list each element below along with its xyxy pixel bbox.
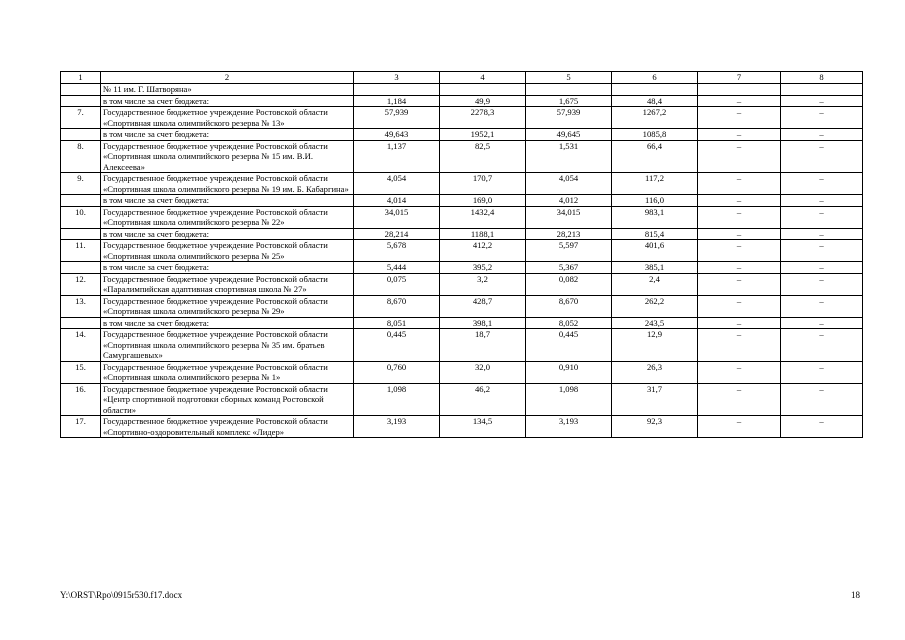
institution-name: Государственное бюджетное учреждение Ростовской области «Спортивная школа олимпийского резерва № 25»	[101, 240, 354, 262]
value-col-3: 0,760	[354, 361, 440, 383]
value-col-6: 243,5	[612, 317, 698, 329]
value-col-3: 3,193	[354, 416, 440, 438]
row-number: 10.	[61, 206, 101, 228]
table-row	[61, 195, 863, 207]
value-col-3: 8,670	[354, 295, 440, 317]
value-col-4: 398,1	[440, 317, 526, 329]
value-col-6: 116,0	[612, 195, 698, 207]
row-number: 9.	[61, 173, 101, 195]
value-col-4: 1952,1	[440, 129, 526, 141]
value-col-7: –	[698, 262, 781, 274]
value-col-6: 12,9	[612, 329, 698, 362]
value-col-3: 5,444	[354, 262, 440, 274]
value-col-6: 92,3	[612, 416, 698, 438]
value-col-4: 170,7	[440, 173, 526, 195]
row-number	[61, 317, 101, 329]
value-col-5: 8,052	[526, 317, 612, 329]
value-col-7: –	[698, 206, 781, 228]
value-col-4: 46,2	[440, 383, 526, 416]
value-col-7: –	[698, 173, 781, 195]
value-col-4: 395,2	[440, 262, 526, 274]
value-col-8: –	[781, 228, 863, 240]
value-col-6: 262,2	[612, 295, 698, 317]
institution-name: Государственное бюджетное учреждение Ростовской области «Спортивная школа олимпийского резерва № 15 им. В.И. Алексеева»	[101, 140, 354, 173]
value-col-7: –	[698, 416, 781, 438]
table-row	[61, 140, 863, 173]
row-number: 7.	[61, 107, 101, 129]
value-col-5: 3,193	[526, 416, 612, 438]
value-col-3: 0,445	[354, 329, 440, 362]
value-col-3: 1,184	[354, 95, 440, 107]
row-number: 11.	[61, 240, 101, 262]
value-col-6: 385,1	[612, 262, 698, 274]
value-col-4: 134,5	[440, 416, 526, 438]
row-number: 12.	[61, 273, 101, 295]
value-col-4: 49,9	[440, 95, 526, 107]
value-col-3: 5,678	[354, 240, 440, 262]
value-col-6: 815,4	[612, 228, 698, 240]
table-row	[61, 295, 863, 317]
value-col-5: 1,531	[526, 140, 612, 173]
column-header: 5	[526, 72, 612, 84]
value-col-6: 26,3	[612, 361, 698, 383]
value-col-6	[612, 84, 698, 96]
value-col-6: 117,2	[612, 173, 698, 195]
row-number	[61, 262, 101, 274]
table-row	[61, 361, 863, 383]
value-col-8: –	[781, 173, 863, 195]
value-col-5: 8,670	[526, 295, 612, 317]
value-col-5: 0,910	[526, 361, 612, 383]
institution-name: в том числе за счет бюджета:	[101, 317, 354, 329]
table-row	[61, 129, 863, 141]
value-col-6: 983,1	[612, 206, 698, 228]
value-col-5	[526, 84, 612, 96]
value-col-5: 34,015	[526, 206, 612, 228]
institution-name: № 11 им. Г. Шатворяна»	[101, 84, 354, 96]
value-col-6: 66,4	[612, 140, 698, 173]
column-header: 6	[612, 72, 698, 84]
value-col-7: –	[698, 140, 781, 173]
institution-name: Государственное бюджетное учреждение Ростовской области «Спортивная школа олимпийского резерва № 35 им. братьев Самургашевых»	[101, 329, 354, 362]
value-col-5: 0,082	[526, 273, 612, 295]
value-col-6: 2,4	[612, 273, 698, 295]
value-col-8	[781, 84, 863, 96]
value-col-4: 3,2	[440, 273, 526, 295]
value-col-4: 1432,4	[440, 206, 526, 228]
row-number: 17.	[61, 416, 101, 438]
row-number	[61, 195, 101, 207]
value-col-6: 31,7	[612, 383, 698, 416]
table-row	[61, 329, 863, 362]
table-row	[61, 84, 863, 96]
institution-name: в том числе за счет бюджета:	[101, 228, 354, 240]
table-header-row	[61, 72, 863, 84]
value-col-3: 4,014	[354, 195, 440, 207]
table-row	[61, 240, 863, 262]
value-col-7: –	[698, 383, 781, 416]
row-number: 16.	[61, 383, 101, 416]
value-col-8: –	[781, 129, 863, 141]
value-col-3: 1,098	[354, 383, 440, 416]
value-col-5: 49,645	[526, 129, 612, 141]
table-row	[61, 416, 863, 438]
value-col-7: –	[698, 317, 781, 329]
column-header: 8	[781, 72, 863, 84]
value-col-7: –	[698, 361, 781, 383]
row-number: 13.	[61, 295, 101, 317]
value-col-8: –	[781, 329, 863, 362]
value-col-8: –	[781, 383, 863, 416]
table-row	[61, 273, 863, 295]
value-col-3: 28,214	[354, 228, 440, 240]
row-number: 14.	[61, 329, 101, 362]
row-number	[61, 228, 101, 240]
value-col-5: 1,098	[526, 383, 612, 416]
value-col-6: 48,4	[612, 95, 698, 107]
column-header: 7	[698, 72, 781, 84]
institution-name: Государственное бюджетное учреждение Ростовской области «Спортивная школа олимпийского резерва № 29»	[101, 295, 354, 317]
value-col-4: 82,5	[440, 140, 526, 173]
value-col-6: 401,6	[612, 240, 698, 262]
table-row	[61, 95, 863, 107]
institution-name: Государственное бюджетное учреждение Ростовской области «Спортивная школа олимпийского резерва № 19 им. Б. Кабаргина»	[101, 173, 354, 195]
value-col-7: –	[698, 295, 781, 317]
value-col-7: –	[698, 228, 781, 240]
value-col-6: 1085,8	[612, 129, 698, 141]
table-body	[61, 84, 863, 438]
value-col-8: –	[781, 416, 863, 438]
column-header: 1	[61, 72, 101, 84]
value-col-4: 18,7	[440, 329, 526, 362]
value-col-5: 28,213	[526, 228, 612, 240]
table-row	[61, 206, 863, 228]
row-number	[61, 84, 101, 96]
value-col-7	[698, 84, 781, 96]
value-col-4: 1188,1	[440, 228, 526, 240]
value-col-5: 1,675	[526, 95, 612, 107]
value-col-5: 5,597	[526, 240, 612, 262]
value-col-8: –	[781, 295, 863, 317]
row-number	[61, 95, 101, 107]
value-col-3: 49,643	[354, 129, 440, 141]
value-col-7: –	[698, 240, 781, 262]
value-col-3	[354, 84, 440, 96]
value-col-4: 2278,3	[440, 107, 526, 129]
footer-page-number: 18	[851, 590, 860, 600]
document-page	[60, 71, 862, 438]
table-row	[61, 173, 863, 195]
column-header: 4	[440, 72, 526, 84]
value-col-3: 34,015	[354, 206, 440, 228]
institution-name: Государственное бюджетное учреждение Ростовской области «Спортивная школа олимпийского резерва № 22»	[101, 206, 354, 228]
institution-name: в том числе за счет бюджета:	[101, 262, 354, 274]
value-col-7: –	[698, 129, 781, 141]
column-header: 2	[101, 72, 354, 84]
value-col-5: 57,939	[526, 107, 612, 129]
column-header: 3	[354, 72, 440, 84]
value-col-7: –	[698, 107, 781, 129]
value-col-3: 1,137	[354, 140, 440, 173]
row-number: 8.	[61, 140, 101, 173]
budget-table	[60, 71, 863, 438]
value-col-5: 4,012	[526, 195, 612, 207]
value-col-8: –	[781, 361, 863, 383]
value-col-7: –	[698, 95, 781, 107]
value-col-3: 8,051	[354, 317, 440, 329]
row-number	[61, 129, 101, 141]
value-col-8: –	[781, 262, 863, 274]
value-col-4: 412,2	[440, 240, 526, 262]
institution-name: Государственное бюджетное учреждение Ростовской области «Спортивная школа олимпийского резерва № 13»	[101, 107, 354, 129]
table-row	[61, 107, 863, 129]
value-col-8: –	[781, 95, 863, 107]
value-col-8: –	[781, 240, 863, 262]
value-col-8: –	[781, 206, 863, 228]
value-col-3: 57,939	[354, 107, 440, 129]
value-col-8: –	[781, 273, 863, 295]
institution-name: в том числе за счет бюджета:	[101, 95, 354, 107]
footer-file-path: Y:\ORST\Rpo\0915r530.f17.docx	[60, 590, 183, 600]
value-col-8: –	[781, 317, 863, 329]
value-col-5: 4,054	[526, 173, 612, 195]
value-col-3: 4,054	[354, 173, 440, 195]
value-col-8: –	[781, 195, 863, 207]
institution-name: Государственное бюджетное учреждение Ростовской области «Спортивная школа олимпийского резерва № 1»	[101, 361, 354, 383]
table-row	[61, 317, 863, 329]
value-col-8: –	[781, 140, 863, 173]
value-col-3: 0,075	[354, 273, 440, 295]
institution-name: Государственное бюджетное учреждение Ростовской области «Спортивно-оздоровительный комплекс «Лидер»	[101, 416, 354, 438]
value-col-7: –	[698, 273, 781, 295]
value-col-4: 428,7	[440, 295, 526, 317]
table-row	[61, 262, 863, 274]
value-col-5: 5,367	[526, 262, 612, 274]
row-number: 15.	[61, 361, 101, 383]
value-col-6: 1267,2	[612, 107, 698, 129]
value-col-7: –	[698, 329, 781, 362]
value-col-4: 32,0	[440, 361, 526, 383]
value-col-4: 169,0	[440, 195, 526, 207]
value-col-4	[440, 84, 526, 96]
institution-name: в том числе за счет бюджета:	[101, 129, 354, 141]
institution-name: Государственное бюджетное учреждение Ростовской области «Паралимпийская адаптивная спортивная школа № 27»	[101, 273, 354, 295]
value-col-5: 0,445	[526, 329, 612, 362]
institution-name: в том числе за счет бюджета:	[101, 195, 354, 207]
table-row	[61, 228, 863, 240]
value-col-8: –	[781, 107, 863, 129]
value-col-7: –	[698, 195, 781, 207]
table-row	[61, 383, 863, 416]
institution-name: Государственное бюджетное учреждение Ростовской области «Центр спортивной подготовки сборных команд Ростовской области»	[101, 383, 354, 416]
